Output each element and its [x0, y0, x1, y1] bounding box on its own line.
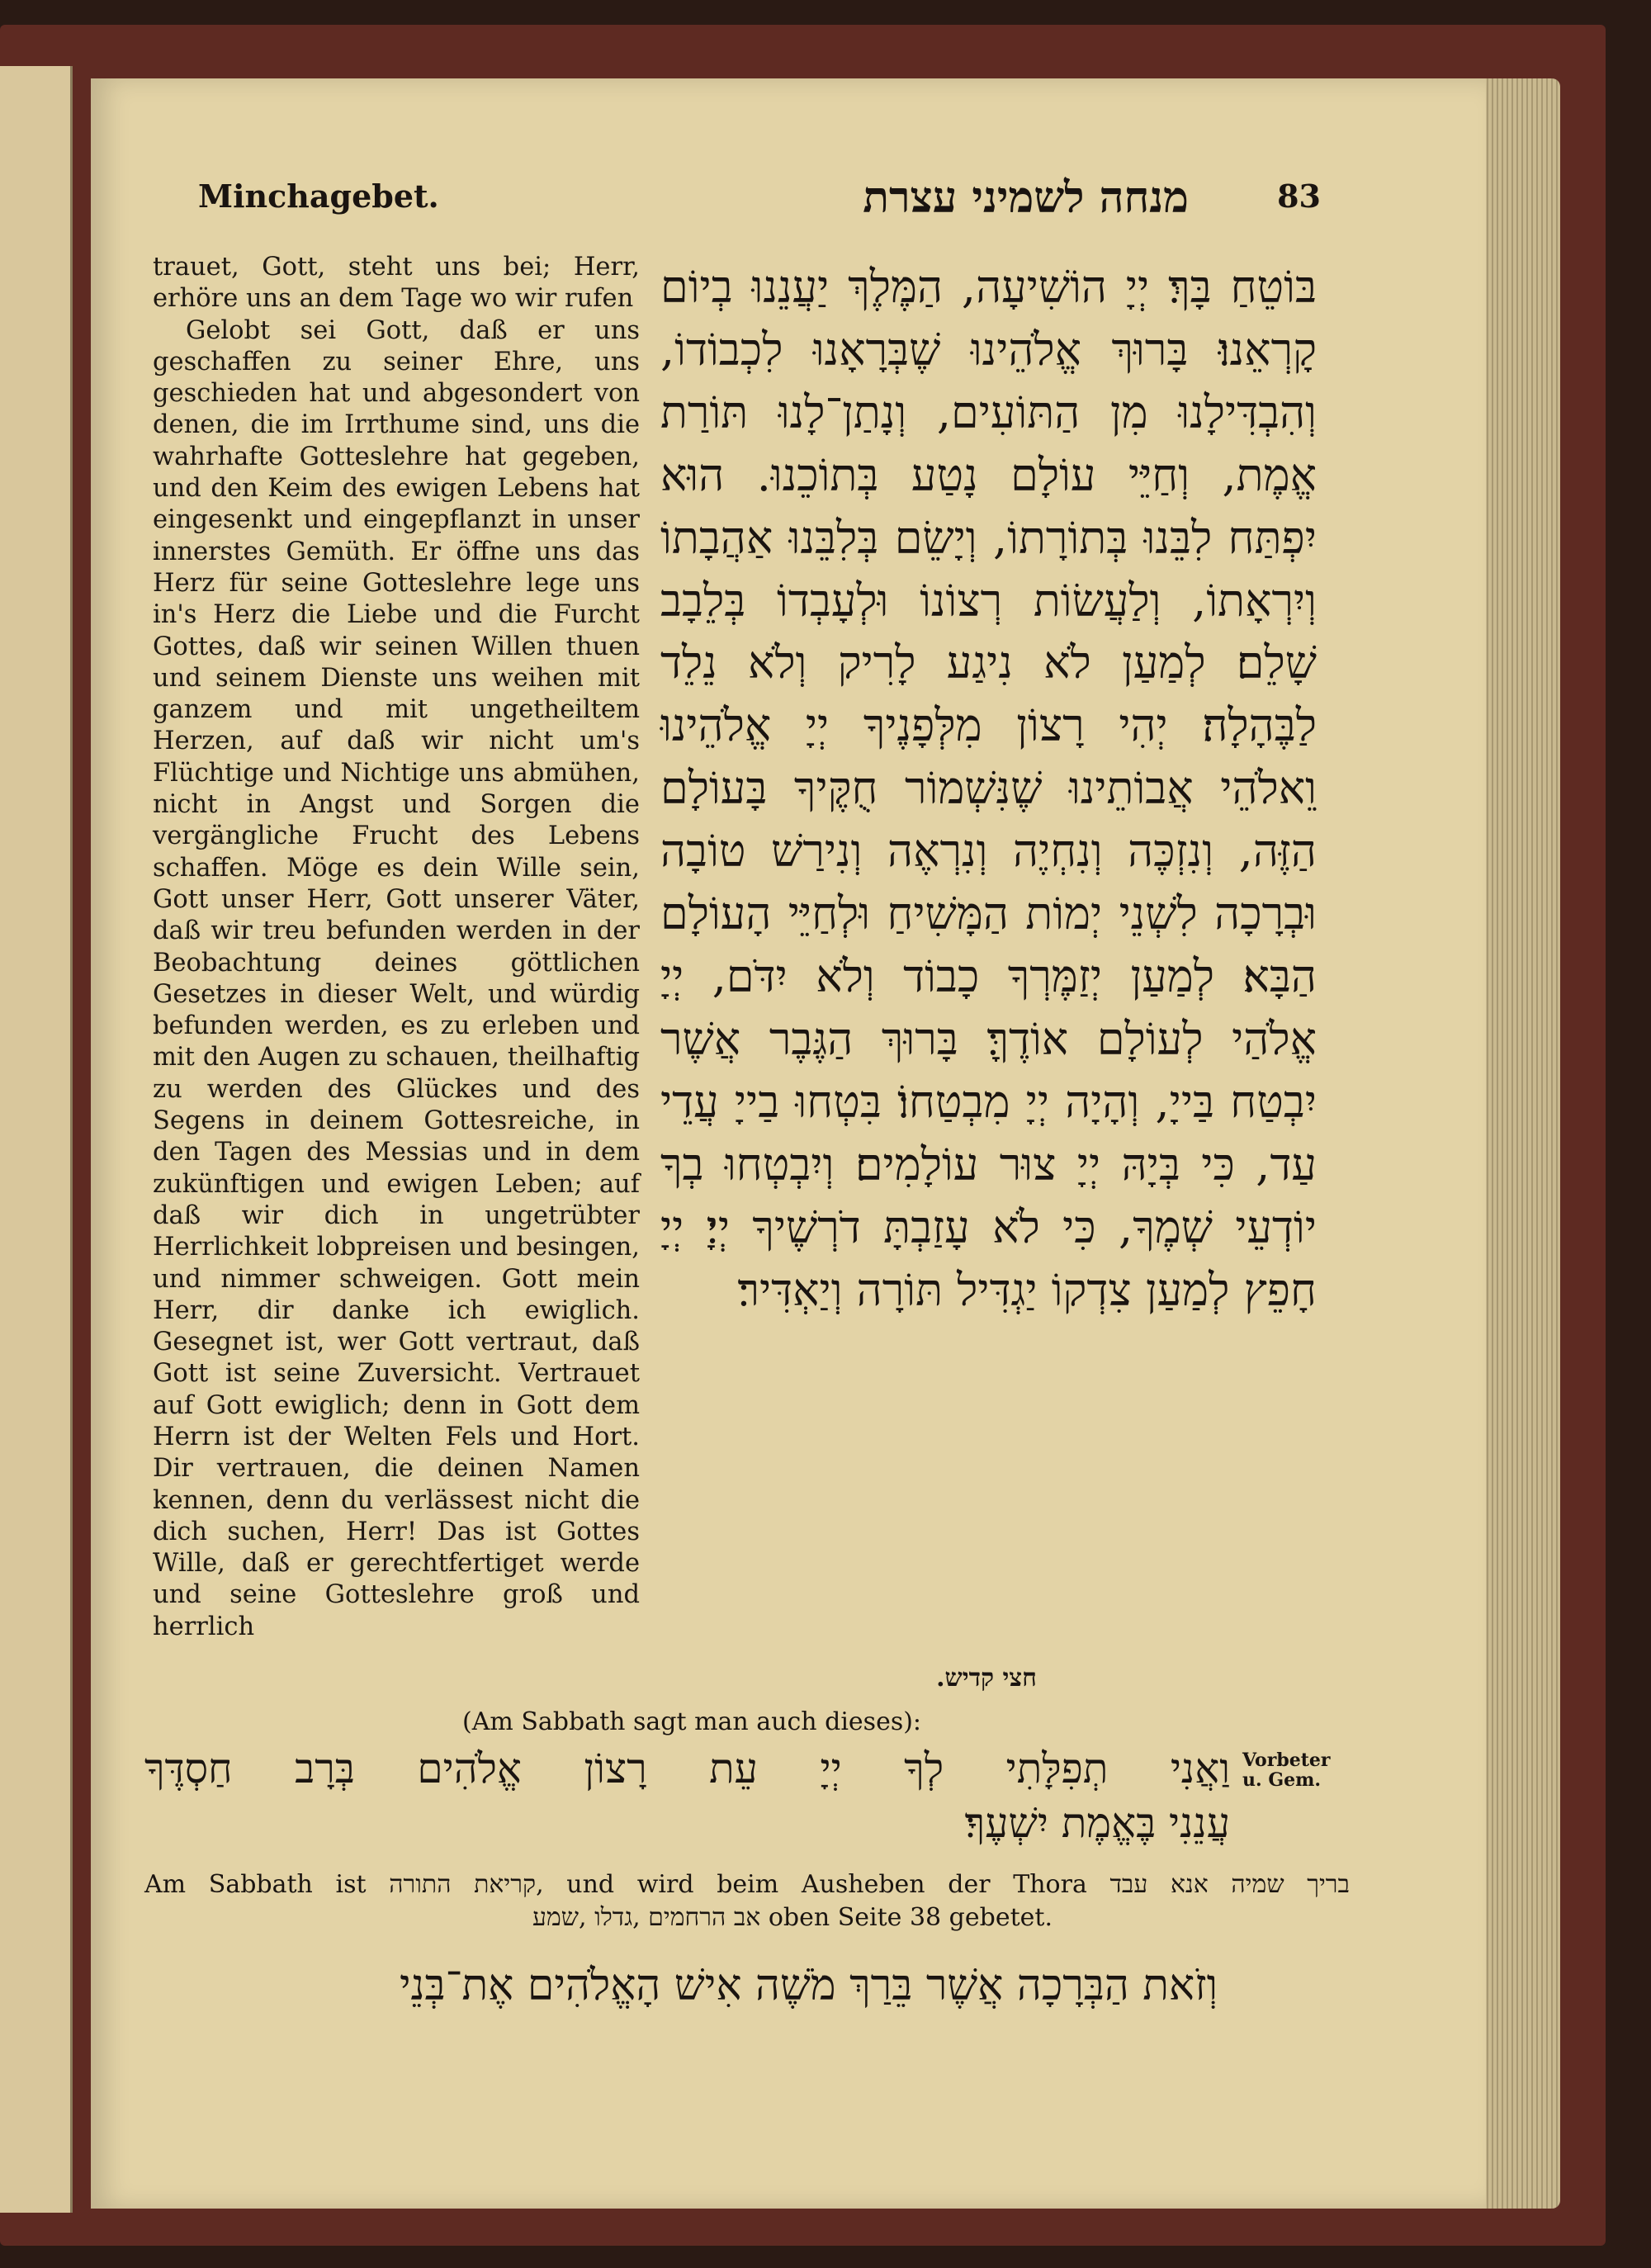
sabbath-verse [144, 1742, 1350, 1858]
page-header [198, 173, 1321, 235]
page-edges [1474, 78, 1560, 2209]
verse-line: עֲנֵנִי בֶּאֱמֶת יִשְׁעֶךָ׃ [964, 1799, 1230, 1847]
sabbath-note: (Am Sabbath sagt man auch dieses): [462, 1707, 922, 1736]
vorbeter-label: Vorbeter u. Gem. [1242, 1750, 1331, 1791]
torah-verse: וְזֹאת הַבְּרָכָה אֲשֶׁר בֵּרַךְ מֹשֶׁה אִישׁ הָאֱלֹהִים אֶת־בְּנֵי [399, 1961, 1218, 2010]
running-title-hebrew: מנחה לשמיני עצרת [863, 173, 1189, 223]
torah-reading-note [144, 1868, 1350, 1934]
hebrew-prayer-text: בּוֹטֵחַ בָּךְ׃ יְיָ הוֹשִׁיעָה, הַמֶּלֶךְ יַעֲנֵנוּ בְיוֹם קָרְאֵנוּ׃ בָּרוּךְ אֱלֹהֵינוּ שֶׁבְּרָאָנוּ לִכְבוֹדוֹ, וְהִבְדִּילָנוּ מִן הַתּוֹעִים, וְנָתַן־לָנוּ תּוֹרַת אֱמֶת, וְחַיֵּי עוֹלָם נָטַע בְּתוֹכֵנוּ. הוּא יִפְתַּח לִבֵּנוּ בְּתוֹרָתוֹ, וְיָשֵׂם בְּלִבֵּנוּ אַהֲבָתוֹ וְיִרְאָתוֹ, וְלַעֲשׂוֹת רְצוֹנוֹ וּלְעָבְדוֹ בְּלֵבָב שָׁלֵם׃ לְמַעַן לֹא נִיגַע לָרִיק וְלֹא נֵלֵד לַבֶּהָלָה׃ יְהִי רָצוֹן מִלְּפָנֶיךָ יְיָ אֱלֹהֵינוּ וֵאלֹהֵי אֲבוֹתֵינוּ שֶׁנִּשְׁמוֹר חֻקֶּיךָ בָּעוֹלָם הַזֶּה, וְנִזְכֶּה וְנִחְיֶה וְנִרְאֶה וְנִירַשׁ טוֹבָה וּבְרָכָה לִשְׁנֵי יְמוֹת הַמָּשִׁיחַ וּלְחַיֵּי הָעוֹלָם הַבָּא׃ לְמַעַן יְזַמֶּרְךָ כָבוֹד וְלֹא יִדֹּם, יְיָ אֱלֹהַי לְעוֹלָם אוֹדֶךָּ׃ בָּרוּךְ הַגֶּבֶר אֲשֶׁר יִבְטַח בַּייָ, וְהָיָה יְיָ מִבְטַחוֹ׃ בִּטְחוּ בַייָ עֲדֵי עַד, כִּי בְּיָהּ יְיָ צוּר עוֹלָמִים׃ וְיִבְטְחוּ בְךָ יוֹדְעֵי שְׁמֶךָ, כִּי לֹא עָזַבְתָּ דֹרְשֶׁיךָ יְיָ׃ יְיָ חָפֵץ לְמַעַן צִדְקוֹ יַגְדִּיל תּוֹרָה וְיַאְדִּיר׃ [660, 261, 1317, 1316]
kaddish-heading: חצי קדיש. [936, 1664, 1037, 1693]
page-number: 83 [1277, 178, 1321, 215]
left-page-edge [0, 66, 73, 2213]
running-title-german: Minchagebet. [198, 178, 439, 215]
german-paragraph: trauet, Gott, steht uns bei; Herr, erhöre uns an dem Tage wo wir rufen [153, 253, 640, 314]
german-translation-column [153, 252, 640, 1705]
verse-line: וַאֲנִי תְפִלָּתִי לְךָ יְיָ עֵת רָצוֹן אֱלֹהִים בְּרָב חַסְדֶּךָ [144, 1745, 1230, 1792]
torah-note-line: Am Sabbath ist קריאת התורה, und wird beim Ausheben der Thora בריך שמיה אנא עבד [144, 1870, 1351, 1899]
torah-note-line: אב הרחמים ,גדלו ,שמע oben Seite 38 gebetet. [532, 1903, 1053, 1932]
german-paragraph: Gelobt sei Gott, daß er uns geschaffen zu seiner Ehre, uns geschieden hat und abgesondert von denen, die im Irrthume sind, uns die wahrhafte Gotteslehre hat gegeben, und den Keim des ewigen Lebens hat eingesenkt und eingepflanzt in unser innerstes Gemüth. Er öffne uns das Herz für seine Gotteslehre lege uns in's Herz die Liebe und die Furcht Gottes, daß wir seinen Willen thuen und seinem Dienste uns weihen mit ganzem und mit ungetheiltem Herzen, auf daß wir nicht um's Flüchtige und Nichtige uns abmühen, nicht in Angst und Sorgen die vergängliche Frucht des Lebens schaffen. Möge es dein Wille sein, Gott unser Herr, Gott unserer Väter, daß wir treu befunden werden in der Beobachtung deines göttlichen Gesetzes in dieser Welt, und würdig befunden werden, es zu erleben und mit den Augen zu schauen, theilhaftig zu werden des Glückes und des Segens in deinem Gottesreiche, in den Tagen des Messias und in dem zukünftigen und ewigen Leben; auf daß wir dich in ungetrübter Herrlichkeit lobpreisen und besingen, und nimmer schweigen. Gott mein Herr, dir danke ich ewiglich. Gesegnet ist, wer Gott vertraut, daß Gott ist seine Zuversicht. Vertrauet auf Gott ewiglich; denn in Gott dem Herrn ist der Welten Fels und Hort. Dir vertrauen, die deinen Namen kennen, denn du verlässest nicht die dich suchen, Herr! Das ist Gottes Wille, daß er gerechtfertiget werde und seine Gotteslehre groß und herrlich [153, 315, 640, 1641]
